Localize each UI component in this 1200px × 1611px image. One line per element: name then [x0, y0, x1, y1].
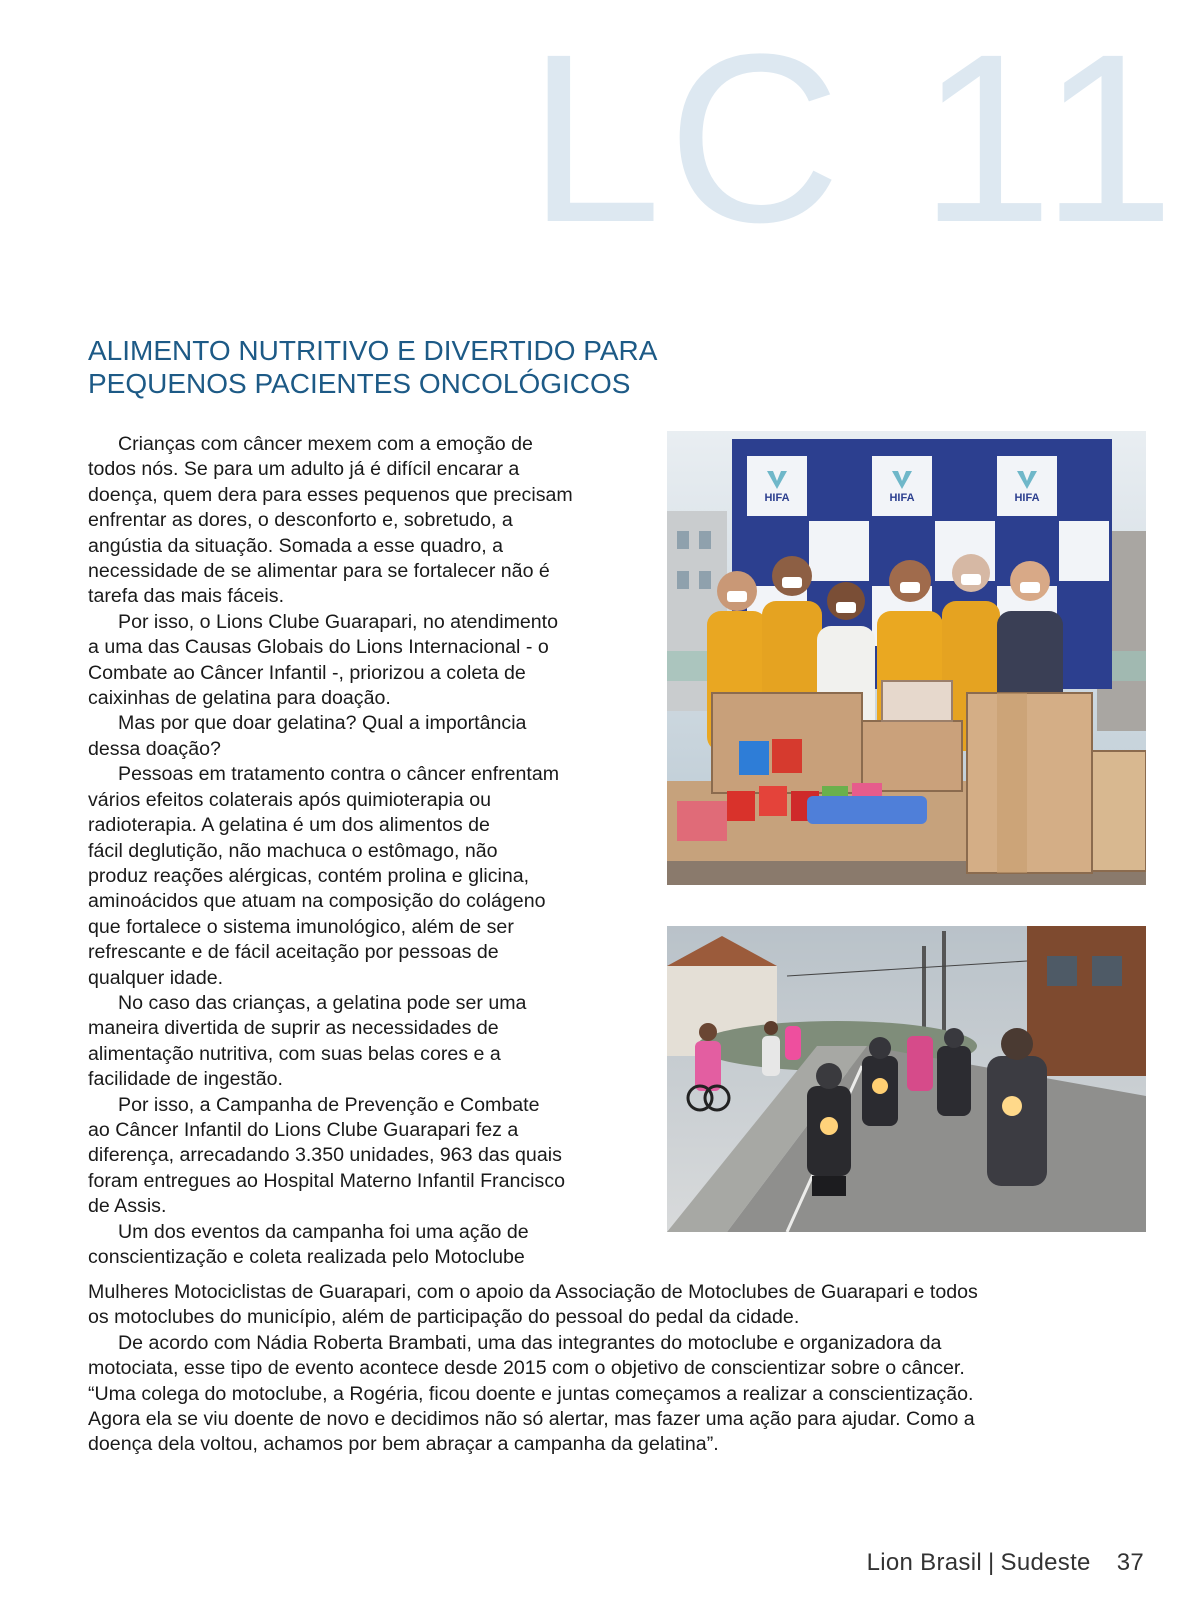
banner-logo-text: HIFA — [764, 492, 790, 504]
text-line: Crianças com câncer mexem com a emoção de — [118, 433, 533, 455]
text-line: refrescante e de fácil aceitação por pessoas de — [88, 941, 499, 964]
title-line: ALIMENTO NUTRITIVO E DIVERTIDO PARA — [88, 335, 658, 366]
text-line: Por isso, a Campanha de Prevenção e Combate — [118, 1093, 540, 1116]
text-line: vários efeitos colaterais após quimioterapia ou — [88, 788, 491, 811]
text-line: os motoclubes do município, além de participação do pessoal do pedal da cidade. — [88, 1306, 800, 1329]
text-line: qualquer idade. — [88, 966, 224, 989]
text-line: necessidade de se alimentar para se fortalecer não é — [88, 560, 550, 583]
article-title — [88, 334, 728, 400]
text-line: enfrentar as dores, o desconforto e, sobretudo, a — [88, 509, 513, 532]
banner-logo-text: HIFA — [1014, 492, 1040, 504]
text-line: Pessoas em tratamento contra o câncer enfrentam — [118, 763, 560, 786]
article-body-column — [88, 432, 648, 1270]
text-line: Mulheres Motociclistas de Guarapari, com o apoio da Associação de Motoclubes de Guarapari e todos — [88, 1281, 978, 1303]
text-line: radioterapia. A gelatina é um dos alimentos de — [88, 814, 490, 837]
text-line: que fortalece o sistema imunológico, além de ser — [88, 915, 514, 938]
article-body-wide — [88, 1280, 1138, 1458]
text-line: maneira divertida de suprir as necessidades de — [88, 1017, 499, 1040]
text-line: todos nós. Se para um adulto já é difícil encarar a — [88, 458, 520, 481]
text-line: Combate ao Câncer Infantil -, priorizou a coleta de — [88, 661, 526, 684]
text-line: conscientização e coleta realizada pelo Motoclube — [88, 1246, 525, 1268]
page-footer — [867, 1549, 1144, 1577]
text-line: ao Câncer Infantil do Lions Clube Guarapari fez a — [88, 1118, 519, 1141]
banner-logo-text: HIFA — [889, 492, 915, 504]
footer-separator: | — [987, 1549, 995, 1576]
text-line: alimentação nutritiva, com suas belas cores e a — [88, 1042, 501, 1065]
text-line: a uma das Causas Globais do Lions Internacional - o — [88, 636, 549, 659]
text-line: caixinhas de gelatina para doação. — [88, 687, 391, 710]
photo-moto-illustration — [667, 926, 1146, 1232]
text-line: angústia da situação. Somada a esse quadro, a — [88, 534, 504, 557]
photo-motorcycle-rally — [667, 926, 1146, 1232]
text-line: foram entregues ao Hospital Materno Infantil Francisco — [88, 1169, 566, 1192]
text-line: No caso das crianças, a gelatina pode ser uma — [118, 991, 527, 1014]
text-line: “Uma colega do motoclube, a Rogéria, ficou doente e juntas começamos a realizar a conscientização. — [88, 1382, 974, 1405]
text-line: facilidade de ingestão. — [88, 1068, 283, 1091]
text-line: produz reações alérgicas, contém prolina e glicina, — [88, 864, 530, 887]
footer-section: Sudeste — [1000, 1549, 1091, 1576]
title-line: PEQUENOS PACIENTES ONCOLÓGICOS — [88, 368, 631, 399]
text-line: Um dos eventos da campanha foi uma ação de — [118, 1220, 529, 1243]
text-line: Agora ela se viu doente de novo e decidimos não só alertar, mas fazer uma ação para ajudar. Como a — [88, 1408, 975, 1431]
text-line: aminoácidos que atuam na composição do colágeno — [88, 890, 546, 913]
photo-donation-illustration — [667, 431, 1146, 885]
text-line: fácil deglutição, não machuca o estômago, não — [88, 839, 498, 862]
text-line: motociata, esse tipo de evento acontece desde 2015 com o objetivo de conscientizar sobre o câncer. — [88, 1357, 965, 1380]
page-number: 37 — [1116, 1549, 1144, 1576]
footer-publication: Lion Brasil — [866, 1549, 982, 1576]
text-line: tarefa das mais fáceis. — [88, 585, 285, 608]
text-line: diferença, arrecadando 3.350 unidades, 963 das quais — [88, 1144, 562, 1167]
photo-gelatin-donation — [667, 431, 1146, 885]
section-code-watermark: LC 11 — [528, 4, 1181, 272]
text-line: de Assis. — [88, 1195, 167, 1218]
text-line: doença dela voltou, achamos por bem abraçar a campanha da gelatina”. — [88, 1433, 719, 1456]
text-line: De acordo com Nádia Roberta Brambati, uma das integrantes do motoclube e organizadora da — [118, 1331, 942, 1354]
text-line: Por isso, o Lions Clube Guarapari, no atendimento — [118, 610, 559, 633]
text-line: Mas por que doar gelatina? Qual a importância — [118, 712, 527, 735]
text-line: dessa doação? — [88, 737, 221, 760]
text-line: doença, quem dera para esses pequenos que precisam — [88, 483, 573, 506]
